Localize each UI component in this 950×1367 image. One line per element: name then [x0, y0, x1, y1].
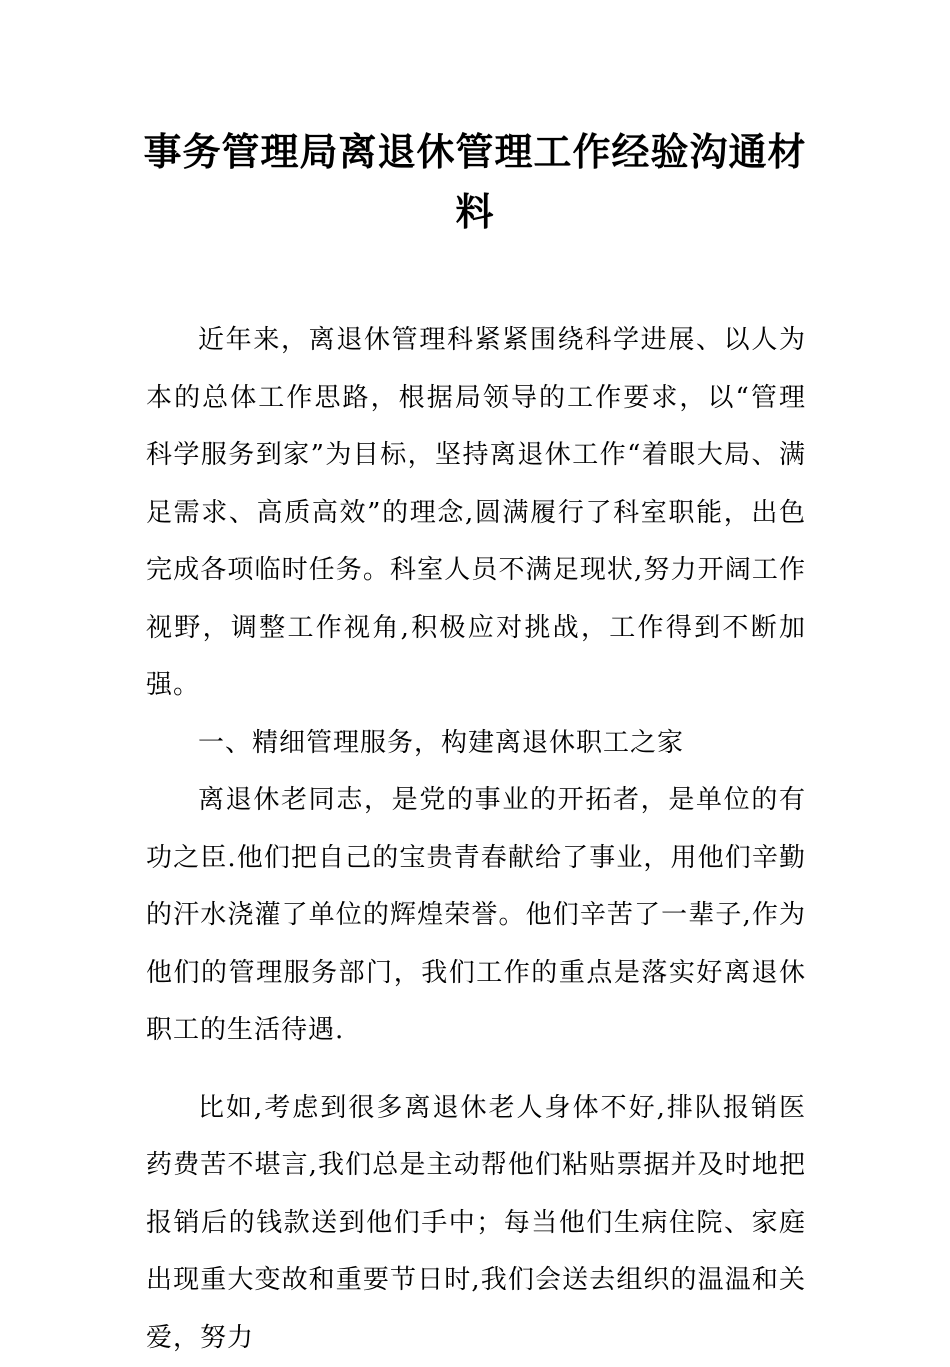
section-heading-1: 一、精细管理服务，构建离退休职工之家 — [146, 715, 806, 773]
paragraph-example: 比如,考虑到很多离退休老人身体不好,排队报销医药费苦不堪言,我们总是主动帮他们粘贴票据并及时地把报销后的钱款送到他们手中；每当他们生病住院、家庭出现重大变故和重要节日时,我们会送去组织的温温和关爱，努力 — [146, 1080, 806, 1367]
document-body — [146, 312, 806, 1367]
paragraph-intro: 近年来，离退休管理科紧紧围绕科学进展、以人为本的总体工作思路，根据局领导的工作要求，以“管理科学服务到家”为目标，坚持离退休工作“着眼大局、满足需求、高质高效”的理念,圆满履行了科室职能，出色完成各项临时任务。科室人员不满足现状,努力开阔工作视野，调整工作视角,积极应对挑战，工作得到不断加强。 — [146, 312, 806, 715]
paragraph-retirees: 离退休老同志，是党的事业的开拓者，是单位的有功之臣.他们把自己的宝贵青春献给了事业，用他们辛勤的汗水浇灌了单位的辉煌荣誉。他们辛苦了一辈子,作为他们的管理服务部门，我们工作的重点是落实好离退休职工的生活待遇. — [146, 772, 806, 1060]
document-title: 事务管理局离退休管理工作经验沟通材料 — [140, 122, 810, 242]
